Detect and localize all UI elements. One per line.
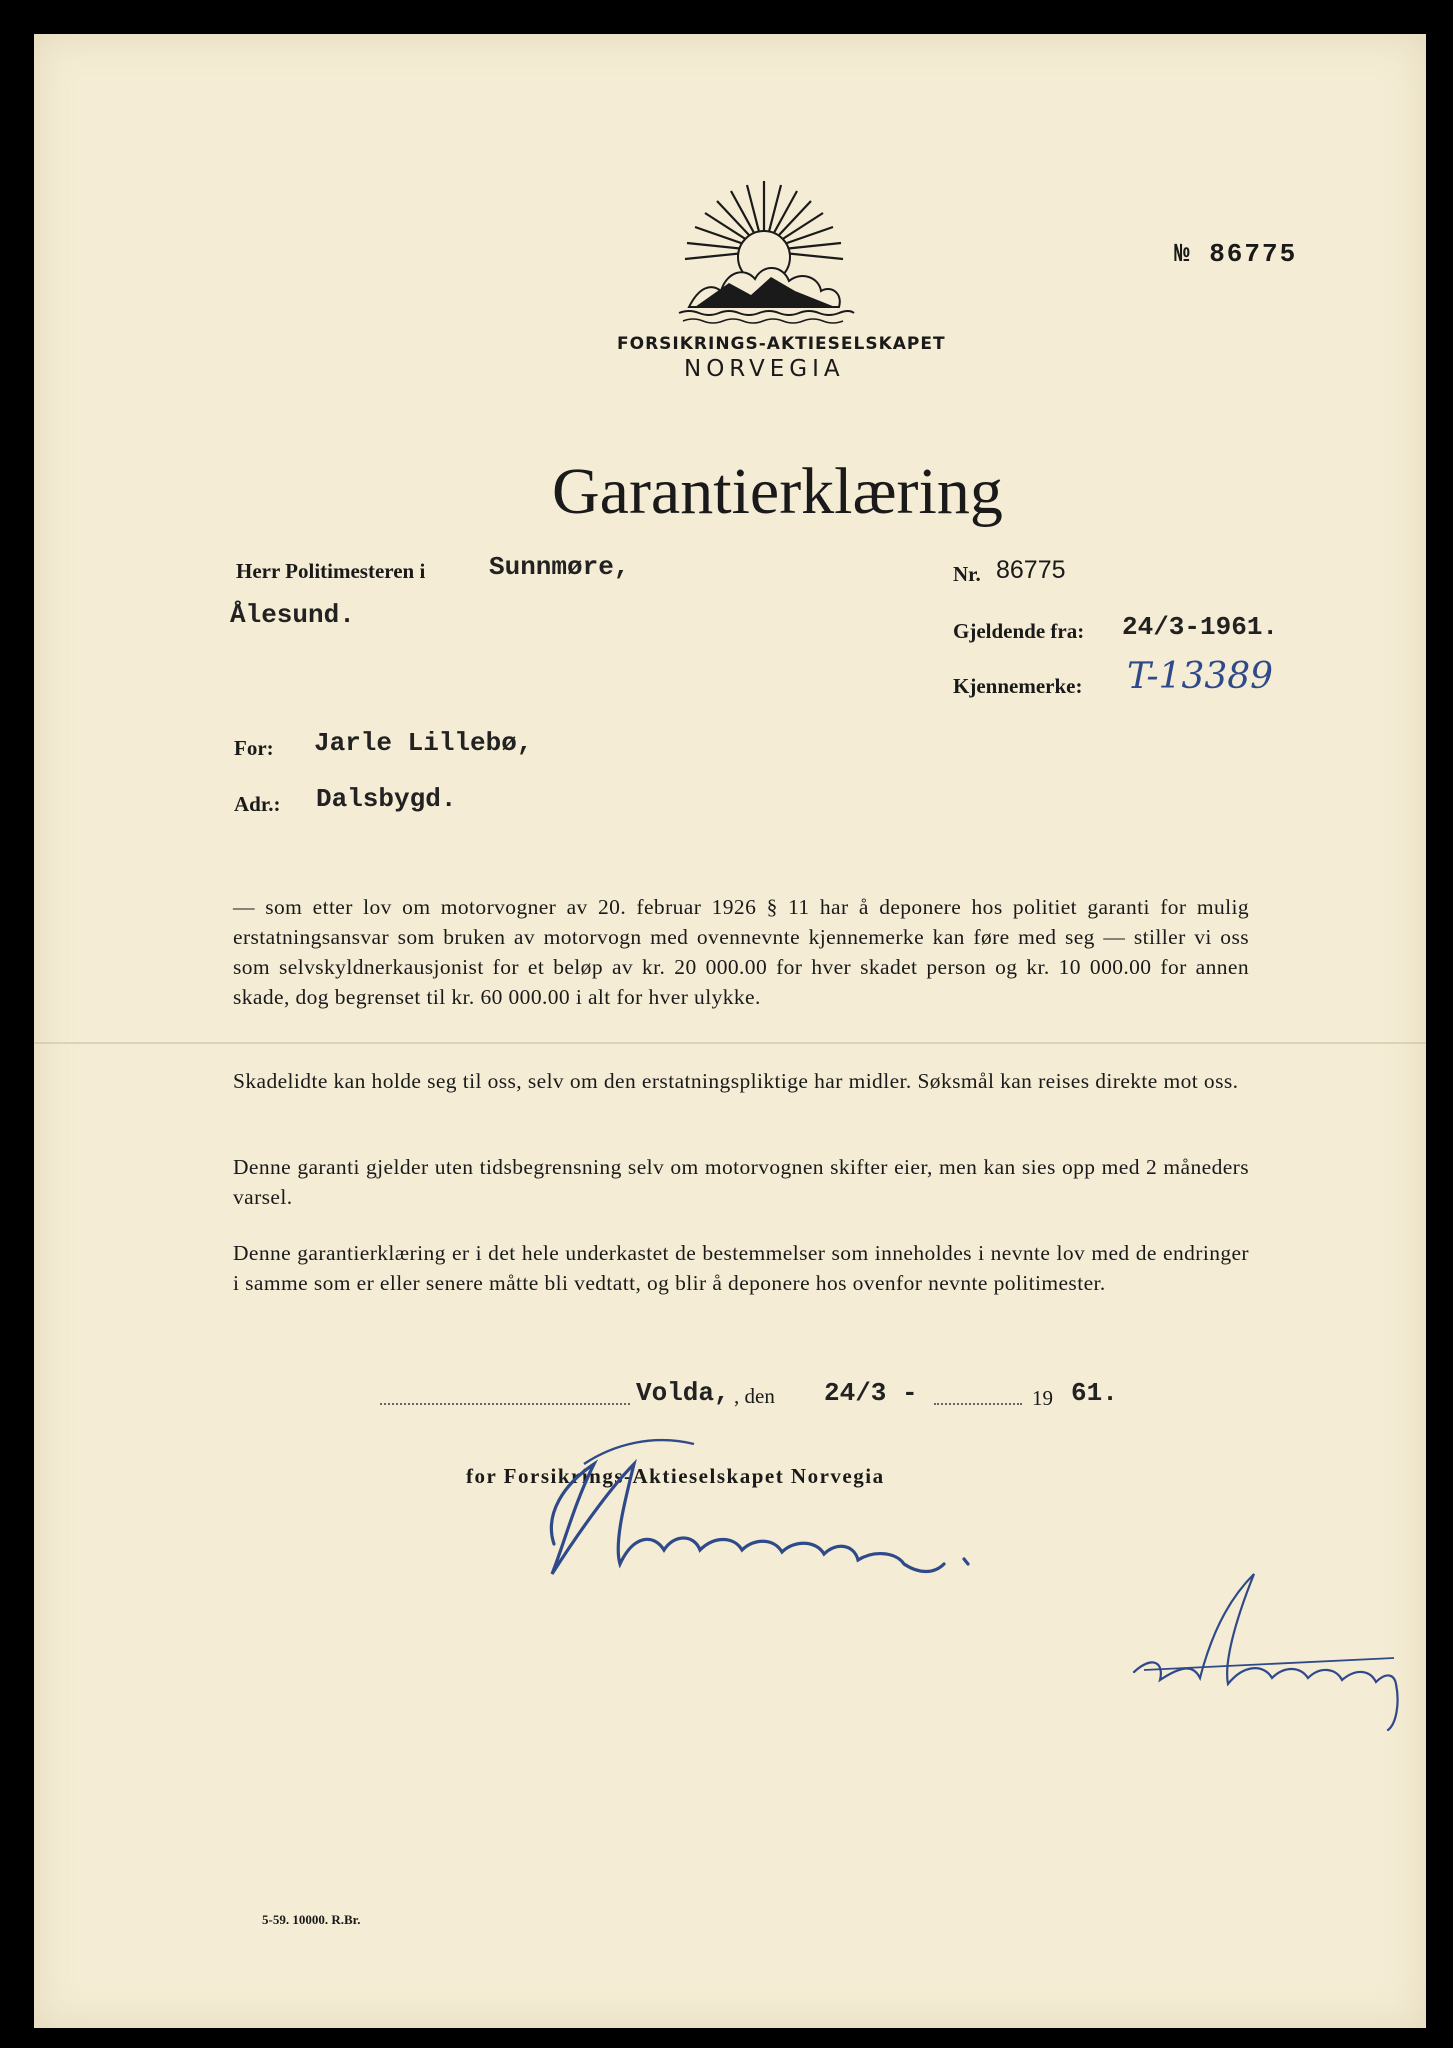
signature-left	[524, 1424, 1144, 1664]
document-page	[34, 34, 1426, 2028]
date-dotted-line	[934, 1403, 1022, 1405]
place: Volda,	[636, 1378, 730, 1408]
date: 24/3 -	[824, 1378, 918, 1408]
valid-from-value: 24/3-1961.	[1122, 612, 1279, 642]
for-label: For:	[234, 736, 274, 760]
norvegia-logo	[659, 179, 869, 329]
century: 19	[1032, 1386, 1053, 1410]
nr-value: 86775	[996, 556, 1066, 584]
fold-line	[34, 1042, 1426, 1044]
place-dotted-line	[380, 1403, 630, 1405]
plate-label: Kjennemerke:	[953, 674, 1083, 698]
paragraph-duration: Denne garanti gjelder uten tidsbegrensning selv om motorvognen skifter eier, men kan sies opp med 2 måneders varsel.	[233, 1155, 1249, 1209]
valid-from-label: Gjeldende fra:	[953, 619, 1085, 643]
den-label: , den	[734, 1384, 775, 1408]
paragraph-law: Denne garantierklæring er i det hele underkastet de bestemmelser som inneholdes i nevnte lov med de endringer i samme som er eller senere måtte bli vedtatt, og blir å deponere hos ovenfor nevnte politimester.	[233, 1241, 1249, 1295]
company-name-line1: FORSIKRINGS-AKTIESELSKAPET	[617, 334, 946, 354]
year: 61.	[1071, 1378, 1118, 1408]
nr-label: Nr.	[953, 562, 981, 586]
signature-right	[1124, 1554, 1424, 1734]
signature-for-line: for Forsikrings-Aktieselskapet Norvegia	[466, 1464, 885, 1488]
company-name-line2: NORVEGIA	[684, 356, 845, 382]
document-number-header: № 86775	[1174, 239, 1298, 269]
address-label: Adr.:	[234, 792, 281, 816]
document-title: Garantierklæring	[552, 455, 1003, 528]
plate-value-handwritten: T-13389	[1127, 656, 1274, 697]
paragraph-claims: Skadelidte kan holde seg til oss, selv om den erstatningspliktige har midler. Søksmål kan reises direkte mot oss.	[233, 1069, 1239, 1093]
paragraph-terms: — som etter lov om motorvogner av 20. februar 1926 § 11 har å deponere hos politiet garanti for mulig erstatningsansvar som bruken av motorvogn med ovennevnte kjennemerke kan føre med seg — stiller vi oss som selvskyldnerkausjonist for et beløp av kr. 20 000.00 for hver skadet person og kr. 10 000.00 for annen skade, dog begrenset til kr. 60 000.00 i alt for hver ulykke.	[233, 895, 1249, 1009]
recipient-city: Ålesund.	[230, 600, 355, 630]
holder-name: Jarle Lillebø,	[314, 728, 533, 758]
holder-address: Dalsbygd.	[316, 784, 457, 814]
recipient-district: Sunnmøre,	[489, 552, 630, 582]
print-code: 5-59. 10000. R.Br.	[262, 1912, 361, 1927]
recipient-salutation: Herr Politimesteren i	[236, 559, 426, 583]
